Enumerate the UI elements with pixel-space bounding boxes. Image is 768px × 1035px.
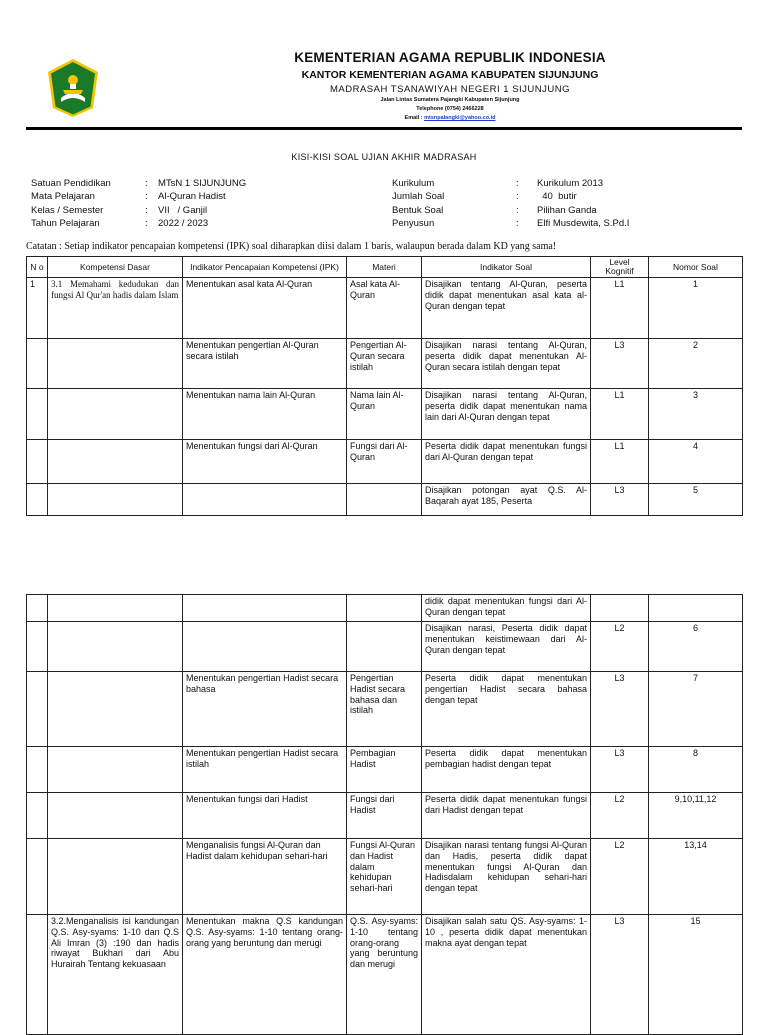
table-row	[27, 622, 743, 672]
cell-ipk: Menentukan pengertian Hadist secara bahasa	[183, 672, 347, 747]
info-value: 40 butir	[537, 191, 577, 203]
header-indikator: Indikator Soal	[422, 257, 591, 278]
cell-nomor: 15	[649, 915, 743, 1035]
info-value: Kurikulum 2013	[537, 178, 604, 189]
table-row	[27, 672, 743, 747]
cell-ipk	[183, 484, 347, 516]
colon: :	[516, 191, 519, 203]
table-row	[27, 278, 743, 339]
cell-indikator: Disajikan narasi tentang fungsi Al-Quran dan Hadis, peserta didik dapat menentukan fungsi Al-Quran dan Hadisdalam kehidupan sehari-hari dengan tepat	[422, 839, 591, 915]
info-label: Kurikulum	[392, 178, 435, 189]
info-label: Mata Pelajaran	[31, 191, 95, 203]
colon: :	[516, 178, 519, 189]
cell-no	[27, 389, 48, 440]
cell-nomor: 4	[649, 440, 743, 484]
cell-kd	[48, 595, 183, 622]
kemenag-logo	[46, 58, 100, 118]
cell-level: L2	[591, 839, 649, 915]
cell-materi: Pengertian Al-Quran secara istilah	[347, 339, 422, 389]
cell-materi: Pembagian Hadist	[347, 747, 422, 793]
table-row	[27, 915, 743, 1035]
cell-nomor: 2	[649, 339, 743, 389]
cell-materi: Nama lain Al-Quran	[347, 389, 422, 440]
cell-indikator: didik dapat menentukan fungsi dari Al-Quran dengan tepat	[422, 595, 591, 622]
cell-kd	[48, 484, 183, 516]
cell-level: L2	[591, 793, 649, 839]
cell-nomor	[649, 595, 743, 622]
cell-ipk: Menganalisis fungsi Al-Quran dan Hadist dalam kehidupan sehari-hari	[183, 839, 347, 915]
cell-materi: Asal kata Al-Quran	[347, 278, 422, 339]
cell-no	[27, 793, 48, 839]
document-title: KISI-KISI SOAL UJIAN AKHIR MADRASAH	[291, 152, 477, 162]
cell-level: L1	[591, 440, 649, 484]
colon: :	[516, 204, 519, 216]
table-row	[27, 839, 743, 915]
cell-indikator: Disajikan narasi tentang Al-Quran, peserta didik dapat menentukan nama lain dari Al-Quran dengan tepat	[422, 389, 591, 440]
cell-indikator: Disajikan narasi tentang Al-Quran, peserta didik dapat menentukan Al-Quran secara istilah dengan tepat	[422, 339, 591, 389]
cell-materi: Fungsi dari Al-Quran	[347, 440, 422, 484]
table-row	[27, 747, 743, 793]
header-no: N o	[27, 257, 48, 278]
header-level: Level Kognitif	[591, 257, 649, 278]
cell-materi: Pengertian Hadist secara bahasa dan istilah	[347, 672, 422, 747]
cell-level: L3	[591, 484, 649, 516]
colon: :	[145, 178, 148, 189]
cell-no	[27, 595, 48, 622]
colon: :	[145, 217, 148, 229]
cell-materi	[347, 595, 422, 622]
header-office: KANTOR KEMENTERIAN AGAMA KABUPATEN SIJUNJUNG	[301, 69, 599, 81]
email-label: Email :	[404, 115, 425, 121]
header-address: Jalan Lintas Sumatera Pajangki Kabupaten Sijunjung	[380, 97, 520, 103]
header-ipk: Indikator Pencapaian Kompetensi (IPK)	[183, 257, 347, 278]
cell-indikator: Peserta didik dapat menentukan fungsi dari Al-Quran dengan tepat	[422, 440, 591, 484]
cell-ipk: Menentukan fungsi dari Al-Quran	[183, 440, 347, 484]
table-row	[27, 793, 743, 839]
cell-indikator: Peserta didik dapat menentukan fungsi dari Hadist dengan tepat	[422, 793, 591, 839]
cell-indikator: Peserta didik dapat menentukan pembagian hadist dengan tepat	[422, 747, 591, 793]
cell-nomor: 13,14	[649, 839, 743, 915]
colon: :	[145, 191, 148, 203]
info-value: VII / Ganjil	[158, 204, 208, 216]
cell-indikator: Disajikan salah satu QS. Asy-syams: 1-10 , peserta didik dapat menentukan makna ayat dengan tepat	[422, 915, 591, 1035]
cell-ipk: Menentukan asal kata Al-Quran	[183, 278, 347, 339]
info-value: Pilihan Ganda	[537, 204, 597, 216]
cell-nomor: 9,10,11,12	[649, 793, 743, 839]
cell-level: L3	[591, 339, 649, 389]
table-row	[27, 389, 743, 440]
cell-nomor: 1	[649, 278, 743, 339]
cell-kd	[48, 622, 183, 672]
info-left-colons	[145, 177, 148, 230]
cell-ipk: Menentukan pengertian Al-Quran secara istilah	[183, 339, 347, 389]
info-label: Kelas / Semester	[31, 204, 104, 216]
cell-nomor: 8	[649, 747, 743, 793]
cell-level: L3	[591, 747, 649, 793]
cell-materi	[347, 622, 422, 672]
cell-indikator: Disajikan tentang Al-Quran, peserta didik dapat menentukan asal kata al-Quran dengan tepat	[422, 278, 591, 339]
cell-no	[27, 672, 48, 747]
cell-level	[591, 595, 649, 622]
cell-kd	[48, 389, 183, 440]
table-row	[27, 440, 743, 484]
cell-nomor: 5	[649, 484, 743, 516]
cell-kd	[48, 747, 183, 793]
cell-ipk: Menentukan pengertian Hadist secara istilah	[183, 747, 347, 793]
header-nomor: Nomor Soal	[649, 257, 743, 278]
cell-nomor: 7	[649, 672, 743, 747]
cell-indikator: Peserta didik dapat menentukan pengertian Hadist secara bahasa dengan tepat	[422, 672, 591, 747]
cell-kd	[48, 440, 183, 484]
cell-no	[27, 622, 48, 672]
cell-kd	[48, 672, 183, 747]
cell-indikator: Disajikan potongan ayat Q.S. Al-Baqarah ayat 185, Peserta	[422, 484, 591, 516]
info-label: Penyusun	[392, 217, 435, 229]
cell-no	[27, 440, 48, 484]
cell-ipk	[183, 595, 347, 622]
colon: :	[516, 217, 519, 229]
cell-nomor: 6	[649, 622, 743, 672]
note-text: Catatan : Setiap indikator pencapaian kompetensi (IPK) soal diharapkan diisi dalam 1 baris, walaupun berada dalam KD yang sama!	[26, 241, 557, 252]
info-left-values	[158, 177, 246, 230]
cell-kd: 3.1 Memahami kedudukan dan fungsi Al Qur'an hadis dalam Islam	[48, 278, 183, 339]
cell-no: 1	[27, 278, 48, 339]
cell-no	[27, 839, 48, 915]
header-telephone: Telephone (0754) 2466228	[416, 106, 484, 112]
table-row	[27, 595, 743, 622]
table-row	[27, 339, 743, 389]
header-materi: Materi	[347, 257, 422, 278]
header-kd: Kompetensi Dasar	[48, 257, 183, 278]
info-label: Tahun Pelajaran	[31, 217, 100, 229]
info-label: Jumlah Soal	[392, 191, 445, 203]
header-ministry: KEMENTERIAN AGAMA REPUBLIK INDONESIA	[294, 50, 606, 65]
info-right-values	[537, 177, 629, 230]
cell-no	[27, 339, 48, 389]
info-right-colons	[516, 177, 519, 230]
cell-ipk	[183, 622, 347, 672]
header-school: MADRASAH TSANAWIYAH NEGERI 1 SIJUNJUNG	[330, 84, 570, 95]
info-right-labels	[392, 177, 444, 230]
cell-materi: Fungsi dari Hadist	[347, 793, 422, 839]
kisi-table-page2	[26, 594, 743, 1035]
cell-materi: Fungsi Al-Quran dan Hadist dalam kehidupan sehari-hari	[347, 839, 422, 915]
cell-no	[27, 747, 48, 793]
cell-ipk: Menentukan fungsi dari Hadist	[183, 793, 347, 839]
cell-ipk: Menentukan makna Q.S kandungan Q.S. Asy-syams: 1-10 tentang orang-orang yang beruntung dan merugi	[183, 915, 347, 1035]
info-value: Al-Quran Hadist	[158, 191, 226, 203]
cell-kd	[48, 793, 183, 839]
info-label: Bentuk Soal	[392, 204, 444, 216]
cell-level: L1	[591, 389, 649, 440]
info-value: Elfi Musdewita, S.Pd.I	[537, 217, 630, 229]
cell-kd	[48, 839, 183, 915]
info-value: 2022 / 2023	[158, 217, 209, 229]
cell-materi	[347, 484, 422, 516]
cell-materi: Q.S. Asy-syams: 1-10 tentang orang-orang yang beruntung dan merugi	[347, 915, 422, 1035]
cell-level: L3	[591, 915, 649, 1035]
info-label: Satuan Pendidikan	[31, 178, 111, 189]
cell-level: L2	[591, 622, 649, 672]
cell-kd	[48, 339, 183, 389]
colon: :	[145, 204, 148, 216]
header-rule	[26, 127, 742, 130]
cell-level: L1	[591, 278, 649, 339]
info-left-labels	[31, 177, 111, 230]
table-header-row	[27, 257, 743, 278]
cell-no	[27, 484, 48, 516]
cell-indikator: Disajikan narasi, Peserta didik dapat menentukan keistimewaan dari Al-Quran dengan tepat	[422, 622, 591, 672]
email-link[interactable]: mtsnpalangki@yahoo.co.id	[424, 115, 496, 121]
cell-no	[27, 915, 48, 1035]
cell-ipk: Menentukan nama lain Al-Quran	[183, 389, 347, 440]
cell-level: L3	[591, 672, 649, 747]
header-email-line	[160, 115, 740, 121]
kisi-table-page1	[26, 256, 743, 516]
cell-nomor: 3	[649, 389, 743, 440]
cell-kd: 3.2.Menganalisis isi kandungan Q.S. Asy-syams: 1-10 dan Q.S Ali Imran (3) :190 dan hadis riwayat Bukhari dari Abu Hurairah Tentang kekuasaan	[48, 915, 183, 1035]
info-value: MTsN 1 SIJUNJUNG	[158, 178, 247, 189]
table-row	[27, 484, 743, 516]
